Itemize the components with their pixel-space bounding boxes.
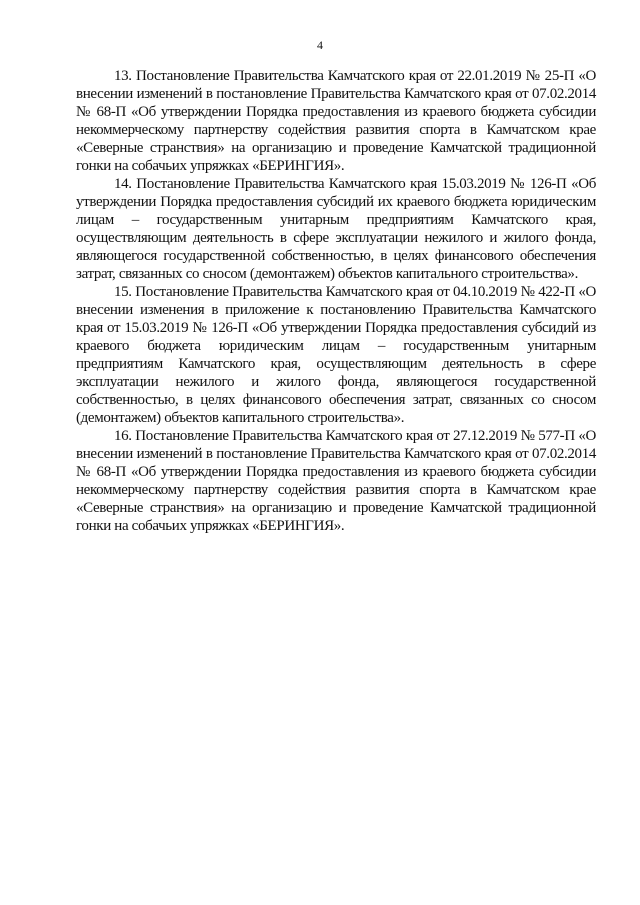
list-item-15: 15. Постановление Правительства Камчатского края от 04.10.2019 № 422-П «О внесении изменения в приложение к постановлению Правительства Камчатского края от 15.03.2019 № 126-П «Об утверждении Порядка предоставления субсидий из краевого бюджета юридическим лицам – государственным унитарным предприятиям Камчатского края, осуществляющим деятельность в сфере эксплуатации нежилого и жилого фонда, являющегося государственной собственностью, в целях финансового обеспечения затрат, связанных со сносом (демонтажем) объектов капитального строительства». (76, 284, 596, 426)
list-item-16: 16. Постановление Правительства Камчатского края от 27.12.2019 № 577-П «О внесении изменений в постановление Правительства Камчатского края от 07.02.2014 № 68-П «Об утверждении Порядка предоставления из краевого бюджета субсидии некоммерческому партнерству содействия развития спорта в Камчатском крае «Северные странствия» на организацию и проведение Камчатской традиционной гонки на собачьих упряжках «БЕРИНГИЯ». (76, 428, 596, 534)
list-item-14: 14. Постановление Правительства Камчатского края 15.03.2019 № 126-П «Об утверждении Порядка предоставления субсидий их краевого бюджета юридическим лицам – государственным унитарным предприятиям Камчатского края, осуществляющим деятельность в сфере эксплуатации нежилого и жилого фонда, являющегося государственной собственностью, в целях финансового обеспечения затрат, связанных со сносом (демонтажем) объектов капитального строительства». (76, 176, 596, 282)
page-number: 4 (317, 38, 323, 52)
document-body (76, 67, 596, 535)
list-item-13: 13. Постановление Правительства Камчатского края от 22.01.2019 № 25-П «О внесении изменений в постановление Правительства Камчатского края от 07.02.2014 № 68-П «Об утверждении Порядка предоставления из краевого бюджета субсидии некоммерческому партнерству содействия развития спорта в Камчатском крае «Северные странствия» на организацию и проведение Камчатской традиционной гонки на собачьих упряжках «БЕРИНГИЯ». (76, 68, 596, 174)
